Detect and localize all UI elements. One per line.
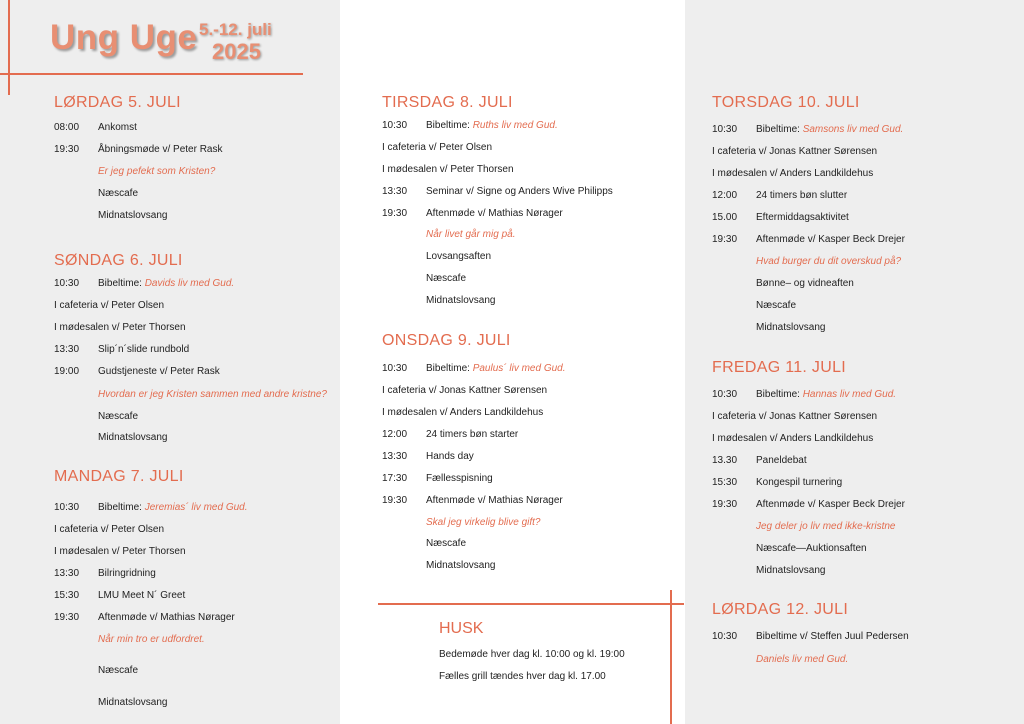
schedule-row xyxy=(712,433,1012,447)
bibeltime-entry xyxy=(98,502,248,513)
schedule-text: Gudstjeneste v/ Peter Rask xyxy=(98,366,220,377)
schedule-row xyxy=(382,363,682,377)
schedule-time: 13.30 xyxy=(712,455,738,466)
bibeltime-label: Bibeltime: xyxy=(98,278,145,289)
schedule-row xyxy=(712,190,1012,204)
schedule-row xyxy=(54,389,354,403)
schedule-text: 24 timers bøn slutter xyxy=(756,190,848,201)
schedule-text: Paneldebat xyxy=(756,455,807,466)
day-heading: TORSDAG 10. JULI xyxy=(712,94,860,111)
schedule-time: 12:00 xyxy=(712,190,738,201)
schedule-row xyxy=(712,631,1012,645)
schedule-text: I cafeteria v/ Jonas Kattner Sørensen xyxy=(712,146,878,157)
schedule-text: I mødesalen v/ Anders Landkildehus xyxy=(382,407,544,418)
schedule-row xyxy=(54,210,354,224)
schedule-text: Midnatslovsang xyxy=(756,565,826,576)
bibeltime-entry xyxy=(426,363,566,374)
schedule-row xyxy=(712,278,1012,292)
bibeltime-label: Bibeltime: xyxy=(426,120,473,131)
schedule-row xyxy=(712,389,1012,403)
schedule-row xyxy=(712,322,1012,336)
schedule-row xyxy=(382,407,682,421)
schedule-text: Næscafe xyxy=(98,411,139,422)
session-theme: Jeg deler jo liv med ikke-kristne xyxy=(756,521,896,532)
schedule-text: I cafeteria v/ Jonas Kattner Sørensen xyxy=(712,411,878,422)
bibeltime-entry xyxy=(426,120,558,131)
schedule-text: Næscafe xyxy=(756,300,797,311)
schedule-time: 19:30 xyxy=(382,495,408,506)
schedule-time: 13:30 xyxy=(54,568,80,579)
bibeltime-theme: Davids liv med Gud. xyxy=(144,278,235,289)
schedule-text: Lovsangsaften xyxy=(426,251,492,262)
schedule-row xyxy=(382,142,682,156)
day-heading: LØRDAG 12. JULI xyxy=(712,601,849,618)
schedule-text: I cafeteria v/ Jonas Kattner Sørensen xyxy=(382,385,548,396)
schedule-row xyxy=(54,344,354,358)
schedule-row xyxy=(382,120,682,134)
schedule-row xyxy=(54,144,354,158)
day-heading: TIRSDAG 8. JULI xyxy=(382,94,513,111)
schedule-text: I mødesalen v/ Anders Landkildehus xyxy=(712,168,874,179)
schedule-row xyxy=(382,229,682,243)
schedule-text: Bilringridning xyxy=(98,568,156,579)
schedule-row xyxy=(54,568,354,582)
bibeltime-theme: Ruths liv med Gud. xyxy=(472,120,558,131)
schedule-row xyxy=(712,234,1012,248)
schedule-row xyxy=(382,473,682,487)
schedule-time: 19:30 xyxy=(712,499,738,510)
schedule-time: 13:30 xyxy=(382,186,408,197)
schedule-text: Aftenmøde v/ Mathias Nørager xyxy=(98,612,235,623)
schedule-time: 19:30 xyxy=(382,208,408,219)
schedule-row xyxy=(54,278,354,292)
schedule-row xyxy=(382,451,682,465)
day-heading: FREDAG 11. JULI xyxy=(712,359,847,376)
schedule-text: Aftenmøde v/ Kasper Beck Drejer xyxy=(756,499,905,510)
page-title: Ung Uge xyxy=(50,18,198,57)
schedule-text: Aftenmøde v/ Mathias Nørager xyxy=(426,208,563,219)
schedule-time: 10:30 xyxy=(712,124,738,135)
schedule-time: 13:30 xyxy=(54,344,80,355)
schedule-row xyxy=(54,612,354,626)
husk-line: Fælles grill tændes hver dag kl. 17.00 xyxy=(439,671,606,682)
schedule-row xyxy=(712,654,1012,668)
schedule-text: Eftermiddagsaktivitet xyxy=(756,212,849,223)
schedule-time: 12:00 xyxy=(382,429,408,440)
schedule-text: 24 timers bøn starter xyxy=(426,429,519,440)
schedule-text: Kongespil turnering xyxy=(756,477,843,488)
schedule-row xyxy=(712,146,1012,160)
schedule-row xyxy=(54,634,354,648)
schedule-row xyxy=(54,166,354,180)
schedule-text: Midnatslovsang xyxy=(98,697,168,708)
schedule-row xyxy=(382,538,682,552)
session-theme: Daniels liv med Gud. xyxy=(756,654,849,665)
schedule-text: I cafeteria v/ Peter Olsen xyxy=(54,300,165,311)
schedule-text: Næscafe xyxy=(426,273,467,284)
bibeltime-theme: Hannas liv med Gud. xyxy=(802,389,897,400)
session-theme: Hvordan er jeg Kristen sammen med andre kristne? xyxy=(98,389,327,400)
schedule-time: 10:30 xyxy=(712,389,738,400)
schedule-text: Hands day xyxy=(426,451,474,462)
schedule-row xyxy=(54,188,354,202)
bibeltime-theme: Jeremias´ liv med Gud. xyxy=(144,502,248,513)
schedule-row xyxy=(54,122,354,136)
schedule-row xyxy=(382,560,682,574)
schedule-text: Seminar v/ Signe og Anders Wive Philipps xyxy=(426,186,613,197)
schedule-text: Bønne– og vidneaften xyxy=(756,278,854,289)
schedule-row xyxy=(712,455,1012,469)
schedule-text: Aftenmøde v/ Mathias Nørager xyxy=(426,495,563,506)
schedule-row xyxy=(712,124,1012,138)
session-theme: Er jeg pefekt som Kristen? xyxy=(98,166,216,177)
bibeltime-label: Bibeltime: xyxy=(756,389,803,400)
schedule-time: 17:30 xyxy=(382,473,408,484)
day-heading: MANDAG 7. JULI xyxy=(54,468,184,485)
schedule-row xyxy=(712,543,1012,557)
title-vertical-line xyxy=(8,0,10,95)
schedule-text: Aftenmøde v/ Kasper Beck Drejer xyxy=(756,234,905,245)
schedule-time: 10:30 xyxy=(382,120,408,131)
schedule-time: 19:00 xyxy=(54,366,80,377)
schedule-row xyxy=(712,499,1012,513)
schedule-time: 13:30 xyxy=(382,451,408,462)
schedule-text: Midnatslovsang xyxy=(756,322,826,333)
schedule-row xyxy=(54,590,354,604)
bibeltime-theme: Samsons liv med Gud. xyxy=(802,124,904,135)
schedule-text: LMU Meet N´ Greet xyxy=(98,590,186,601)
schedule-row xyxy=(54,322,354,336)
schedule-row xyxy=(54,524,354,538)
day-heading: SØNDAG 6. JULI xyxy=(54,252,183,269)
schedule-text: I cafeteria v/ Peter Olsen xyxy=(382,142,493,153)
schedule-row xyxy=(54,546,354,560)
schedule-time: 15:30 xyxy=(54,590,80,601)
day-heading: LØRDAG 5. JULI xyxy=(54,94,181,111)
schedule-time: 15.00 xyxy=(712,212,738,223)
schedule-text: Næscafe xyxy=(98,188,139,199)
schedule-text: Bibeltime v/ Steffen Juul Pedersen xyxy=(756,631,909,642)
schedule-text: Midnatslovsang xyxy=(98,210,168,221)
day-heading: ONSDAG 9. JULI xyxy=(382,332,511,349)
bibeltime-entry xyxy=(756,389,896,400)
schedule-text: I mødesalen v/ Peter Thorsen xyxy=(54,322,186,333)
schedule-text: Midnatslovsang xyxy=(426,295,496,306)
schedule-row xyxy=(382,164,682,178)
schedule-row xyxy=(54,665,354,679)
schedule-time: 10:30 xyxy=(712,631,738,642)
title-dates: 5.-12. juli xyxy=(199,20,272,39)
schedule-text: Næscafe—Auktionsaften xyxy=(756,543,867,554)
schedule-text: I mødesalen v/ Anders Landkildehus xyxy=(712,433,874,444)
schedule-time: 10:30 xyxy=(382,363,408,374)
schedule-row xyxy=(712,168,1012,182)
schedule-row xyxy=(712,477,1012,491)
session-theme: Når livet går mig på. xyxy=(426,229,516,240)
schedule-text: Ankomst xyxy=(98,122,137,133)
schedule-row xyxy=(712,521,1012,535)
husk-vertical-line xyxy=(670,590,672,724)
schedule-text: Slip´n´slide rundbold xyxy=(98,344,190,355)
schedule-time: 10:30 xyxy=(54,502,80,513)
schedule-row xyxy=(54,697,354,711)
schedule-row xyxy=(712,256,1012,270)
schedule-time: 08:00 xyxy=(54,122,80,133)
schedule-text: Næscafe xyxy=(98,665,139,676)
bibeltime-theme: Paulus´ liv med Gud. xyxy=(472,363,566,374)
bibeltime-entry xyxy=(756,124,903,135)
schedule-time: 19:30 xyxy=(712,234,738,245)
schedule-row xyxy=(54,432,354,446)
schedule-row xyxy=(712,411,1012,425)
bibeltime-label: Bibeltime: xyxy=(98,502,145,513)
schedule-text: Midnatslovsang xyxy=(98,432,168,443)
schedule-row xyxy=(382,385,682,399)
husk-title: HUSK xyxy=(439,620,484,637)
schedule-row xyxy=(382,495,682,509)
schedule-text: Midnatslovsang xyxy=(426,560,496,571)
bibeltime-label: Bibeltime: xyxy=(426,363,473,374)
schedule-text: Næscafe xyxy=(426,538,467,549)
session-theme: Når min tro er udfordret. xyxy=(98,634,205,645)
schedule-text: I cafeteria v/ Peter Olsen xyxy=(54,524,165,535)
schedule-row xyxy=(382,429,682,443)
schedule-text: I mødesalen v/ Peter Thorsen xyxy=(382,164,514,175)
schedule-text: I mødesalen v/ Peter Thorsen xyxy=(54,546,186,557)
schedule-row xyxy=(54,411,354,425)
bibeltime-entry xyxy=(98,278,234,289)
schedule-time: 19:30 xyxy=(54,612,80,623)
schedule-row xyxy=(382,517,682,531)
schedule-row xyxy=(54,502,354,516)
session-theme: Skal jeg virkelig blive gift? xyxy=(426,517,541,528)
schedule-row xyxy=(382,208,682,222)
schedule-row xyxy=(382,251,682,265)
schedule-time: 19:30 xyxy=(54,144,80,155)
session-theme: Hvad burger du dit overskud på? xyxy=(756,256,902,267)
schedule-row xyxy=(382,273,682,287)
schedule-time: 10:30 xyxy=(54,278,80,289)
husk-top-line xyxy=(378,603,684,605)
schedule-row xyxy=(54,366,354,380)
bibeltime-label: Bibeltime: xyxy=(756,124,803,135)
title-year: 2025 xyxy=(212,39,261,64)
schedule-row xyxy=(382,186,682,200)
husk-line: Bedemøde hver dag kl. 10:00 og kl. 19:00 xyxy=(439,649,625,660)
title-underline xyxy=(0,73,303,75)
schedule-row xyxy=(382,295,682,309)
schedule-row xyxy=(712,300,1012,314)
schedule-row xyxy=(712,565,1012,579)
schedule-row xyxy=(54,300,354,314)
schedule-text: Fællesspisning xyxy=(426,473,493,484)
schedule-row xyxy=(712,212,1012,226)
schedule-time: 15:30 xyxy=(712,477,738,488)
schedule-text: Åbningsmøde v/ Peter Rask xyxy=(98,144,223,155)
